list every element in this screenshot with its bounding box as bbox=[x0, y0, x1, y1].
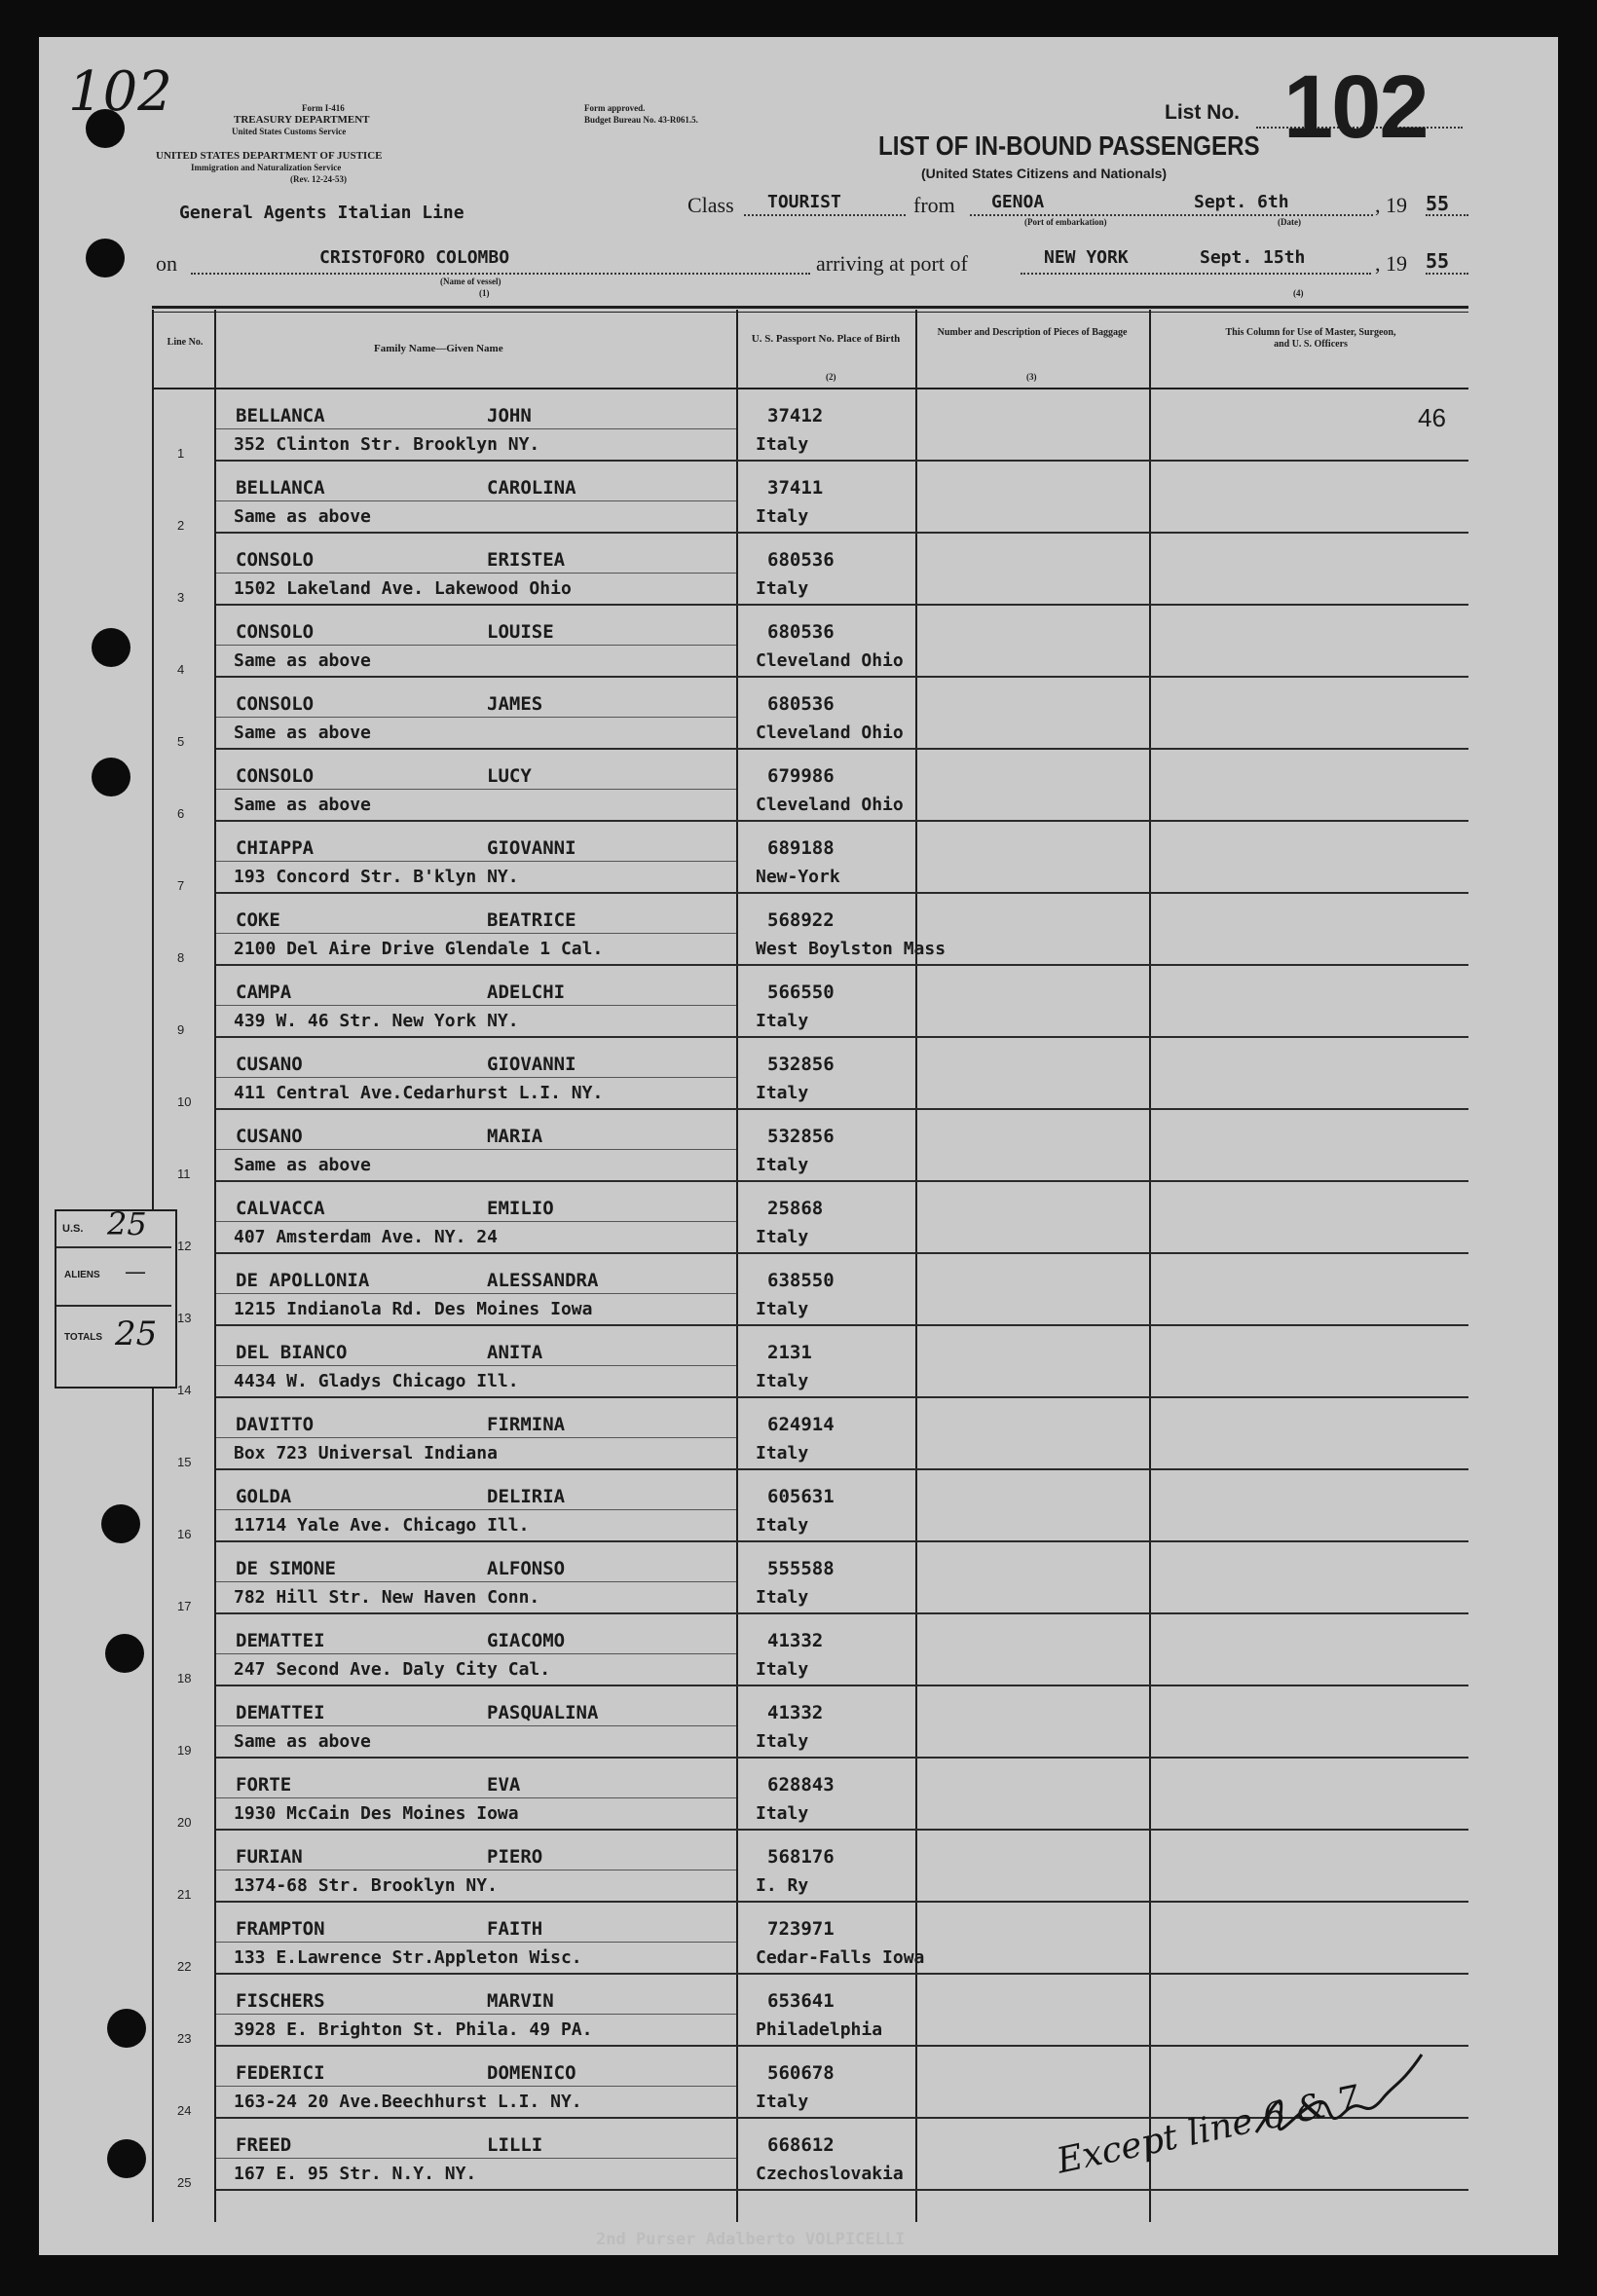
row-mid-rule bbox=[216, 2086, 736, 2087]
header-passport bbox=[750, 333, 902, 346]
purser-signature-line: 2nd Purser Adalberto VOLPICELLI bbox=[596, 2230, 906, 2249]
row-line-number: 12 bbox=[177, 1239, 192, 1253]
row-address: 411 Central Ave.Cedarhurst L.I. NY. bbox=[234, 1083, 604, 1103]
row-passport-number: 653641 bbox=[767, 1990, 835, 2012]
row-birthplace: Italy bbox=[756, 1299, 809, 1319]
row-given-name: GIACOMO bbox=[487, 1630, 566, 1651]
row-family-name: CUSANO bbox=[236, 1054, 303, 1075]
row-rule bbox=[216, 604, 1468, 606]
row-line-number: 15 bbox=[177, 1455, 192, 1469]
row-address: 193 Concord Str. B'klyn NY. bbox=[234, 867, 519, 887]
page-title: LIST OF IN-BOUND PASSENGERS bbox=[878, 130, 1260, 161]
row-mid-rule bbox=[216, 1437, 736, 1438]
row-birthplace: Cleveland Ohio bbox=[756, 722, 904, 743]
row-mid-rule bbox=[216, 2014, 736, 2015]
row-birthplace: Italy bbox=[756, 434, 809, 455]
row-family-name: CONSOLO bbox=[236, 549, 315, 571]
binder-hole bbox=[107, 2139, 146, 2178]
on-label: on bbox=[156, 251, 177, 276]
row-line-number: 17 bbox=[177, 1599, 192, 1613]
row-given-name: ERISTEA bbox=[487, 549, 566, 571]
row-address: 1215 Indianola Rd. Des Moines Iowa bbox=[234, 1299, 593, 1319]
row-line-number: 7 bbox=[177, 878, 185, 893]
row-family-name: FURIAN bbox=[236, 1846, 303, 1868]
row-line-number: 22 bbox=[177, 1959, 192, 1974]
header-baggage-number: (3) bbox=[1026, 372, 1037, 382]
row-mid-rule bbox=[216, 2158, 736, 2159]
table-top-rule bbox=[152, 306, 1468, 309]
row-birthplace: Italy bbox=[756, 1155, 809, 1175]
row-given-name: EVA bbox=[487, 1774, 521, 1796]
row-address: 4434 W. Gladys Chicago Ill. bbox=[234, 1371, 519, 1391]
row-birthplace: West Boylston Mass bbox=[756, 939, 947, 959]
year-prefix-1: , 19 bbox=[1375, 193, 1407, 217]
form-number: Form I-416 bbox=[302, 103, 345, 113]
row-passport-number: 560678 bbox=[767, 2062, 835, 2084]
header-line-no bbox=[162, 337, 208, 349]
arrival-port: NEW YORK bbox=[1044, 247, 1129, 268]
row-rule bbox=[216, 1036, 1468, 1038]
binder-hole bbox=[86, 239, 125, 278]
row-family-name: FEDERICI bbox=[236, 2062, 325, 2084]
year-2: 55 bbox=[1426, 249, 1450, 273]
row-passport-number: 638550 bbox=[767, 1270, 835, 1291]
row-family-name: GOLDA bbox=[236, 1486, 292, 1507]
row-given-name: PIERO bbox=[487, 1846, 543, 1868]
row-given-name: DOMENICO bbox=[487, 2062, 576, 2084]
from-label: from bbox=[913, 193, 955, 217]
row-birthplace: New-York bbox=[756, 867, 840, 887]
officer-signature bbox=[1246, 2045, 1431, 2152]
row-passport-number: 568176 bbox=[767, 1846, 835, 1868]
row-passport-number: 723971 bbox=[767, 1918, 835, 1940]
row-passport-number: 41332 bbox=[767, 1702, 824, 1723]
port-caption: (Port of embarkation) bbox=[1024, 217, 1107, 227]
row-given-name: DELIRIA bbox=[487, 1486, 566, 1507]
header-baggage-text: Number and Description of Pieces of Baggage bbox=[937, 327, 1128, 338]
list-number: 102 bbox=[1283, 57, 1428, 157]
row-family-name: CAMPA bbox=[236, 981, 292, 1003]
row-line-number: 5 bbox=[177, 734, 185, 749]
header-line-no-text: Line No. bbox=[167, 337, 204, 348]
row-rule bbox=[216, 1685, 1468, 1686]
row-address: 1374-68 Str. Brooklyn NY. bbox=[234, 1875, 498, 1896]
row-birthplace: Cleveland Ohio bbox=[756, 650, 904, 671]
row-mid-rule bbox=[216, 1149, 736, 1150]
row-mid-rule bbox=[216, 1509, 736, 1510]
row-birthplace: Cleveland Ohio bbox=[756, 795, 904, 815]
row-rule bbox=[216, 1973, 1468, 1975]
row-rule bbox=[216, 676, 1468, 678]
row-given-name: LOUISE bbox=[487, 621, 554, 643]
row-mid-rule bbox=[216, 1293, 736, 1294]
row-address: Same as above bbox=[234, 650, 371, 671]
row-line-number: 6 bbox=[177, 806, 185, 821]
row-birthplace: Italy bbox=[756, 578, 809, 599]
budget-bureau: Budget Bureau No. 43-R061.5. bbox=[584, 115, 698, 125]
row-given-name: LILLI bbox=[487, 2134, 543, 2156]
row-line-number: 25 bbox=[177, 2175, 192, 2190]
row-family-name: FREED bbox=[236, 2134, 292, 2156]
row-family-name: CONSOLO bbox=[236, 621, 315, 643]
form-rev: (Rev. 12-24-53) bbox=[290, 174, 347, 184]
row-line-number: 4 bbox=[177, 662, 185, 677]
header-bottom-rule bbox=[152, 388, 1468, 389]
class-line bbox=[744, 214, 906, 216]
row-passport-number: 2131 bbox=[767, 1342, 812, 1363]
vessel-caption: (Name of vessel) bbox=[440, 277, 501, 286]
binder-hole bbox=[107, 2009, 146, 2048]
row-mid-rule bbox=[216, 1077, 736, 1078]
row-passport-number: 37411 bbox=[767, 477, 824, 499]
treasury-dept: TREASURY DEPARTMENT bbox=[234, 114, 370, 126]
row-birthplace: I. Ry bbox=[756, 1875, 809, 1896]
list-label: List No. bbox=[1165, 101, 1240, 124]
header-officers bbox=[1221, 327, 1400, 351]
row-line-number: 20 bbox=[177, 1815, 192, 1830]
row-family-name: CUSANO bbox=[236, 1126, 303, 1147]
row-passport-number: 628843 bbox=[767, 1774, 835, 1796]
row-address: 2100 Del Aire Drive Glendale 1 Cal. bbox=[234, 939, 604, 959]
row-rule bbox=[216, 820, 1468, 822]
row-given-name: CAROLINA bbox=[487, 477, 576, 499]
row-mid-rule bbox=[216, 1365, 736, 1366]
tally-total-value: 25 bbox=[115, 1315, 158, 1353]
row-line-number: 9 bbox=[177, 1022, 185, 1037]
row-family-name: BELLANCA bbox=[236, 477, 325, 499]
row-address: 163-24 20 Ave.Beechhurst L.I. NY. bbox=[234, 2092, 582, 2112]
justice-dept: UNITED STATES DEPARTMENT OF JUSTICE bbox=[156, 150, 383, 162]
arrival-date: Sept. 15th bbox=[1200, 247, 1306, 268]
row-family-name: CONSOLO bbox=[236, 693, 315, 715]
row-line-number: 16 bbox=[177, 1527, 192, 1541]
row-mid-rule bbox=[216, 428, 736, 429]
tally-aliens-label: ALIENS bbox=[64, 1270, 100, 1280]
row-family-name: DEMATTEI bbox=[236, 1630, 325, 1651]
row-mid-rule bbox=[216, 1797, 736, 1798]
row-line-number: 1 bbox=[177, 446, 185, 461]
col-divider-baggage bbox=[915, 310, 917, 2222]
row-line-number: 18 bbox=[177, 1671, 192, 1685]
row-rule bbox=[216, 748, 1468, 750]
tally-total-label: TOTALS bbox=[64, 1332, 103, 1343]
header-passport-number: (2) bbox=[826, 372, 836, 382]
header-officers-text: This Column for Use of Master, Surgeon, and U. S. Officers bbox=[1225, 327, 1396, 350]
row-passport-number: 25868 bbox=[767, 1198, 824, 1219]
row-line-number: 21 bbox=[177, 1887, 192, 1902]
row-rule bbox=[216, 1612, 1468, 1614]
row-given-name: FAITH bbox=[487, 1918, 543, 1940]
row-given-name: JOHN bbox=[487, 405, 532, 426]
col-4-number: (4) bbox=[1293, 288, 1304, 298]
row-birthplace: Italy bbox=[756, 1011, 809, 1031]
year-prefix-2: , 19 bbox=[1375, 251, 1407, 276]
row-address: 247 Second Ave. Daly City Cal. bbox=[234, 1659, 551, 1680]
row-given-name: ANITA bbox=[487, 1342, 543, 1363]
row-mid-rule bbox=[216, 645, 736, 646]
row-family-name: DE APOLLONIA bbox=[236, 1270, 370, 1291]
row-address: 352 Clinton Str. Brooklyn NY. bbox=[234, 434, 540, 455]
row-family-name: CHIAPPA bbox=[236, 837, 315, 859]
row-birthplace: Italy bbox=[756, 1587, 809, 1608]
row-line-number: 8 bbox=[177, 950, 185, 965]
row-address: Same as above bbox=[234, 1731, 371, 1752]
row-line-number: 3 bbox=[177, 590, 185, 605]
row-birthplace: Philadelphia bbox=[756, 2019, 883, 2040]
row-rule bbox=[216, 1180, 1468, 1182]
row-rule bbox=[216, 1252, 1468, 1254]
row-mid-rule bbox=[216, 861, 736, 862]
row-passport-number: 680536 bbox=[767, 621, 835, 643]
row-given-name: ALFONSO bbox=[487, 1558, 566, 1579]
row-rule bbox=[216, 1757, 1468, 1759]
binder-hole bbox=[92, 628, 130, 667]
embark-port: GENOA bbox=[991, 192, 1045, 212]
row-family-name: FORTE bbox=[236, 1774, 292, 1796]
col-1-number: (1) bbox=[479, 288, 490, 298]
row-address: 782 Hill Str. New Haven Conn. bbox=[234, 1587, 540, 1608]
row-line-number: 23 bbox=[177, 2031, 192, 2046]
row-birthplace: Italy bbox=[756, 1515, 809, 1536]
row-passport-number: 689188 bbox=[767, 837, 835, 859]
row-passport-number: 680536 bbox=[767, 693, 835, 715]
row-given-name: FIRMINA bbox=[487, 1414, 566, 1435]
arriving-label: arriving at port of bbox=[816, 251, 968, 276]
table-top-rule-2 bbox=[152, 312, 1468, 313]
row-mid-rule bbox=[216, 1725, 736, 1726]
col-divider-line bbox=[214, 310, 216, 2222]
row-given-name: PASQUALINA bbox=[487, 1702, 599, 1723]
tally-aliens-value: — bbox=[125, 1260, 146, 1284]
row-address: 1502 Lakeland Ave. Lakewood Ohio bbox=[234, 578, 572, 599]
row-mid-rule bbox=[216, 1581, 736, 1582]
class-label: Class bbox=[687, 193, 734, 217]
row-birthplace: Italy bbox=[756, 1731, 809, 1752]
from-line bbox=[970, 214, 1373, 216]
row-birthplace: Italy bbox=[756, 1083, 809, 1103]
row-birthplace: Czechoslovakia bbox=[756, 2164, 904, 2184]
row-mid-rule bbox=[216, 573, 736, 574]
row-line-number: 10 bbox=[177, 1094, 192, 1109]
row-passport-number: 41332 bbox=[767, 1630, 824, 1651]
row-birthplace: Italy bbox=[756, 1803, 809, 1824]
handwritten-note: Except line 6 & 7 bbox=[1053, 2078, 1364, 2182]
tally-us-label: U.S. bbox=[62, 1223, 84, 1235]
row-passport-number: 555588 bbox=[767, 1558, 835, 1579]
row-given-name: JAMES bbox=[487, 693, 543, 715]
row-rule bbox=[216, 1396, 1468, 1398]
row-mid-rule bbox=[216, 1005, 736, 1006]
row-birthplace: Italy bbox=[756, 506, 809, 527]
ins-service: Immigration and Naturalization Service bbox=[191, 163, 342, 172]
row-given-name: LUCY bbox=[487, 765, 532, 787]
row-address: 439 W. 46 Str. New York NY. bbox=[234, 1011, 519, 1031]
row-passport-number: 532856 bbox=[767, 1054, 835, 1075]
row-family-name: FISCHERS bbox=[236, 1990, 325, 2012]
row-passport-number: 568922 bbox=[767, 909, 835, 931]
row-address: 3928 E. Brighton St. Phila. 49 PA. bbox=[234, 2019, 593, 2040]
class-value: TOURIST bbox=[767, 192, 841, 212]
tally-us-value: 25 bbox=[107, 1205, 147, 1242]
binder-hole bbox=[101, 1504, 140, 1543]
customs-service: United States Customs Service bbox=[232, 127, 347, 136]
sail-date: Sept. 6th bbox=[1194, 192, 1289, 212]
row-mid-rule bbox=[216, 933, 736, 934]
col-divider-passport bbox=[736, 310, 738, 2222]
vessel-line bbox=[191, 273, 810, 275]
row-birthplace: Italy bbox=[756, 1443, 809, 1463]
row-passport-number: 532856 bbox=[767, 1126, 835, 1147]
row-rule bbox=[216, 964, 1468, 966]
row-family-name: CALVACCA bbox=[236, 1198, 325, 1219]
row-rule bbox=[216, 1901, 1468, 1903]
date-caption: (Date) bbox=[1278, 217, 1301, 227]
tally-divider bbox=[56, 1246, 171, 1248]
row-rule bbox=[216, 460, 1468, 462]
row-rule bbox=[216, 532, 1468, 534]
row-rule bbox=[216, 1540, 1468, 1542]
header-name: Family Name—Given Name bbox=[374, 343, 503, 354]
row-passport-number: 566550 bbox=[767, 981, 835, 1003]
form-approved: Form approved. bbox=[584, 103, 646, 113]
tally-divider bbox=[56, 1305, 171, 1307]
row-mid-rule bbox=[216, 789, 736, 790]
row-birthplace: Italy bbox=[756, 1227, 809, 1247]
row-passport-number: 605631 bbox=[767, 1486, 835, 1507]
year-1: 55 bbox=[1426, 192, 1450, 215]
row-line-number: 11 bbox=[177, 1167, 191, 1181]
row-family-name: CONSOLO bbox=[236, 765, 315, 787]
vessel-name: CRISTOFORO COLOMBO bbox=[319, 247, 510, 268]
row-line-number: 24 bbox=[177, 2103, 192, 2118]
row-family-name: DEL BIANCO bbox=[236, 1342, 348, 1363]
row-address: Same as above bbox=[234, 506, 371, 527]
row-line-number: 14 bbox=[177, 1383, 192, 1397]
row-rule bbox=[216, 1468, 1468, 1470]
row-family-name: COKE bbox=[236, 909, 280, 931]
row-rule bbox=[216, 1324, 1468, 1326]
agent-name: General Agents Italian Line bbox=[179, 203, 464, 223]
header-passport-text: U. S. Passport No. Place of Birth bbox=[751, 333, 901, 345]
row-mid-rule bbox=[216, 500, 736, 501]
row-birthplace: Italy bbox=[756, 1371, 809, 1391]
row-passport-number: 37412 bbox=[767, 405, 824, 426]
row-given-name: EMILIO bbox=[487, 1198, 554, 1219]
row-passport-number: 679986 bbox=[767, 765, 835, 787]
row-address: Same as above bbox=[234, 795, 371, 815]
row-address: Same as above bbox=[234, 722, 371, 743]
year-line-2 bbox=[1426, 273, 1468, 275]
row-given-name: MARIA bbox=[487, 1126, 543, 1147]
handwritten-page-number: 102 bbox=[68, 60, 172, 124]
row-family-name: BELLANCA bbox=[236, 405, 325, 426]
row-rule bbox=[216, 1108, 1468, 1110]
arrival-line bbox=[1021, 273, 1371, 275]
row-given-name: GIOVANNI bbox=[487, 837, 576, 859]
row-mid-rule bbox=[216, 717, 736, 718]
row-mid-rule bbox=[216, 1221, 736, 1222]
row-address: Box 723 Universal Indiana bbox=[234, 1443, 498, 1463]
binder-hole bbox=[92, 758, 130, 796]
row-family-name: DE SIMONE bbox=[236, 1558, 336, 1579]
row-given-name: ADELCHI bbox=[487, 981, 566, 1003]
row-line-number: 2 bbox=[177, 518, 185, 533]
row-given-name: GIOVANNI bbox=[487, 1054, 576, 1075]
officer-mark: 46 bbox=[1418, 403, 1446, 432]
row-family-name: DAVITTO bbox=[236, 1414, 315, 1435]
row-address: 133 E.Lawrence Str.Appleton Wisc. bbox=[234, 1947, 582, 1968]
row-address: 407 Amsterdam Ave. NY. 24 bbox=[234, 1227, 498, 1247]
row-address: Same as above bbox=[234, 1155, 371, 1175]
row-birthplace: Cedar-Falls Iowa bbox=[756, 1947, 925, 1968]
row-birthplace: Italy bbox=[756, 1659, 809, 1680]
row-given-name: BEATRICE bbox=[487, 909, 576, 931]
row-line-number: 13 bbox=[177, 1311, 192, 1325]
row-mid-rule bbox=[216, 1942, 736, 1943]
row-passport-number: 624914 bbox=[767, 1414, 835, 1435]
row-given-name: ALESSANDRA bbox=[487, 1270, 599, 1291]
header-baggage bbox=[935, 327, 1130, 339]
binder-hole bbox=[105, 1634, 144, 1673]
row-rule bbox=[216, 892, 1468, 894]
row-address: 11714 Yale Ave. Chicago Ill. bbox=[234, 1515, 530, 1536]
row-passport-number: 680536 bbox=[767, 549, 835, 571]
row-mid-rule bbox=[216, 1653, 736, 1654]
row-passport-number: 668612 bbox=[767, 2134, 835, 2156]
col-divider-officers bbox=[1149, 310, 1151, 2222]
row-family-name: FRAMPTON bbox=[236, 1918, 325, 1940]
row-given-name: MARVIN bbox=[487, 1990, 554, 2012]
row-line-number: 19 bbox=[177, 1743, 192, 1758]
row-rule bbox=[216, 1829, 1468, 1831]
row-address: 167 E. 95 Str. N.Y. NY. bbox=[234, 2164, 477, 2184]
row-rule bbox=[216, 2189, 1468, 2191]
row-birthplace: Italy bbox=[756, 2092, 809, 2112]
row-address: 1930 McCain Des Moines Iowa bbox=[234, 1803, 519, 1824]
page-subtitle: (United States Citizens and Nationals) bbox=[921, 166, 1168, 181]
row-family-name: DEMATTEI bbox=[236, 1702, 325, 1723]
